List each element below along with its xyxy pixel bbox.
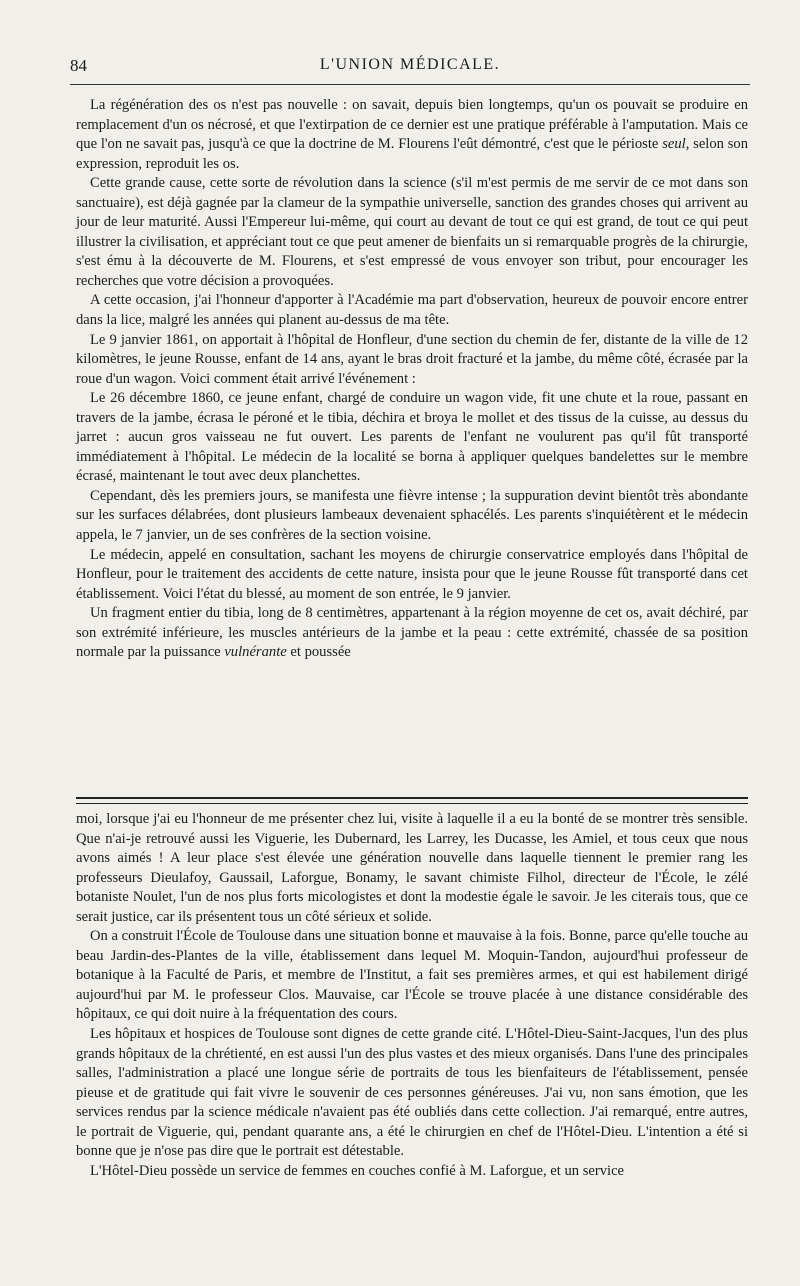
paragraph	[76, 96, 748, 174]
feuilleton-article	[76, 810, 748, 1181]
italic-word: seul	[662, 136, 686, 153]
paragraph	[76, 604, 748, 663]
page-number: 84	[70, 56, 87, 75]
feuilleton-separator	[76, 797, 748, 804]
page-header	[70, 56, 750, 82]
paragraph: Le médecin, appelé en consultation, sachant les moyens de chirurgie conservatrice employés dans l'hôpital de Honfleur, pour le traitement des accidents de cette nature, insista pour que le jeune Rousse fût transporté dans cet établissement. Voici l'état du blessé, au moment de son entrée, le 9 janvier.	[76, 546, 748, 602]
header-rule	[70, 84, 750, 85]
paragraph: On a construit l'École de Toulouse dans une situation bonne et mauvaise à la fois. Bonne, parce qu'elle touche au beau Jardin-des-Plantes de la ville, établissement dans lequel M. Moquin-Tandon, aujourd'hui professeur de botanique à la Faculté de Paris, et membre de l'Institut, a fait ses premières armes, et qui est habilement dirigé aujourd'hui par M. le professeur Clos. Mauvaise, car l'École se trouve placée à une distance considérable des hôpitaux, ce qui doit nuire à la fréquentation des cours.	[76, 928, 748, 1023]
paragraph: Cependant, dès les premiers jours, se manifesta une fièvre intense ; la suppuration devint bientôt très abondante sur les surfaces délabrées, dont plusieurs lambeaux devenaient sphacélés. Les parents s'inquiétèrent et le médecin appela, le 7 janvier, un de ses confrères de la section voisine.	[76, 487, 748, 544]
para-text-b: et poussée	[286, 644, 351, 661]
paragraph: Les hôpitaux et hospices de Toulouse sont dignes de cette grande cité. L'Hôtel-Dieu-Saint-Jacques, l'un des plus grands hôpitaux de la chrétienté, en est aussi l'un des plus vastes et des mieux organisés. Dans l'une des principales salles, l'administration a placé une longue série de portraits de tous les bienfaiteurs de l'établissement, pensée pieuse et de gratitude qui fait vivre le souvenir de ces personnes généreuses. J'ai vu, non sans émotion, que les services rendus par la science médicale n'avaient pas été oubliés dans cette collection. J'ai remarqué, entre autres, le portrait de Viguerie, qui, pendant quarante ans, a été le chirurgien en chef de l'Hôtel-Dieu. L'intention a été si bonne que je n'ose pas dire que le portrait est détestable.	[76, 1026, 748, 1160]
italic-word: vulnérante	[224, 644, 287, 661]
para-text-a: Un fragment entier du tibia, long de 8 centimètres, appartenant à la région moyenne de cet os, avait déchiré, par son extrémité inférieure, les muscles antérieurs de la jambe et la peau : cette extrémité, chassée de sa position normale par la puissance	[76, 605, 748, 661]
paragraph: moi, lorsque j'ai eu l'honneur de me présenter chez lui, visite à laquelle il a eu la bonté de se montrer très sensible. Que n'ai-je retrouvé aussi les Viguerie, les Dubernard, les Larrey, les Ducasse, les Amiel, et tous ceux que nous avons aimés ! A leur place s'est élevée une génération nouvelle dans laquelle tiennent le premier rang les professeurs Dieulafoy, Gaussail, Laforgue, Bonamy, le savant chimiste Filhol, directeur de l'École, le zélé botaniste Noulet, l'un de nos plus forts micologistes et dont la modestie égale le savoir. Je les citerais tous, que ce serait justice, car ils présentent tous un côté sérieux et solide.	[76, 811, 748, 925]
paragraph: Cette grande cause, cette sorte de révolution dans la science (s'il m'est permis de me servir de ce mot dans son sanctuaire), est déjà gagnée par la clameur de la sympathie universelle, sanction des grandes choses qui arrivent au jour de leur maturité. Aussi l'Empereur lui-même, qui court au devant de tout ce qui est grand, de tout ce qui peut illustrer la civilisation, et appréciant tout ce que peut amener de bienfaits un si remarquable progrès de la chirurgie, s'est ému à la découverte de M. Flourens, et s'est empressé de vous envoyer son tribut, pour encourager les recherches que votre décision a provoquées.	[76, 175, 748, 289]
paragraph: Le 26 décembre 1860, ce jeune enfant, chargé de conduire un wagon vide, fit une chute et la roue, passant en travers de la jambe, écrasa le péroné et le tibia, déchira et broya le mollet et des tissus de la cuisse, au dessus du jarret : aucun gros vaisseau ne fut ouvert. Les parents de l'enfant ne voulurent pas qu'il fût transporté immédiatement à l'hôpital. Le médecin de la localité se borna à appliquer quelques bandelettes sur le membre écrasé, maintenant le tout avec deux planchettes.	[76, 390, 748, 485]
main-article	[76, 96, 748, 663]
para-text-b: , selon son expression, reproduit les os.	[76, 136, 749, 172]
para-text-a: La régénération des os n'est pas nouvelle : on savait, depuis bien longtemps, qu'un os pouvait se produire en remplacement d'un os nécrosé, et que l'extirpation de ce dernier est une pratique préférable à l'amputation. Mais ce que l'on ne savait pas, jusqu'à ce que la doctrine de M. Flourens l'eût démontré, c'est que le périoste	[76, 97, 748, 153]
paragraph: Le 9 janvier 1861, on apportait à l'hôpital de Honfleur, d'une section du chemin de fer, distante de la ville de 12 kilomètres, le jeune Rousse, enfant de 14 ans, ayant le bras droit fracturé et la jambe, du même côté, écrasée par la roue d'un wagon. Voici comment était arrivé l'événement :	[76, 331, 748, 387]
running-title: L'UNION MÉDICALE.	[319, 56, 501, 73]
paragraph: L'Hôtel-Dieu possède un service de femmes en couches confié à M. Laforgue, et un service	[90, 1162, 625, 1179]
paragraph: A cette occasion, j'ai l'honneur d'apporter à l'Académie ma part d'observation, heureux de pouvoir encore entrer dans la lice, malgré les années qui planent au-dessus de ma tête.	[76, 292, 748, 329]
